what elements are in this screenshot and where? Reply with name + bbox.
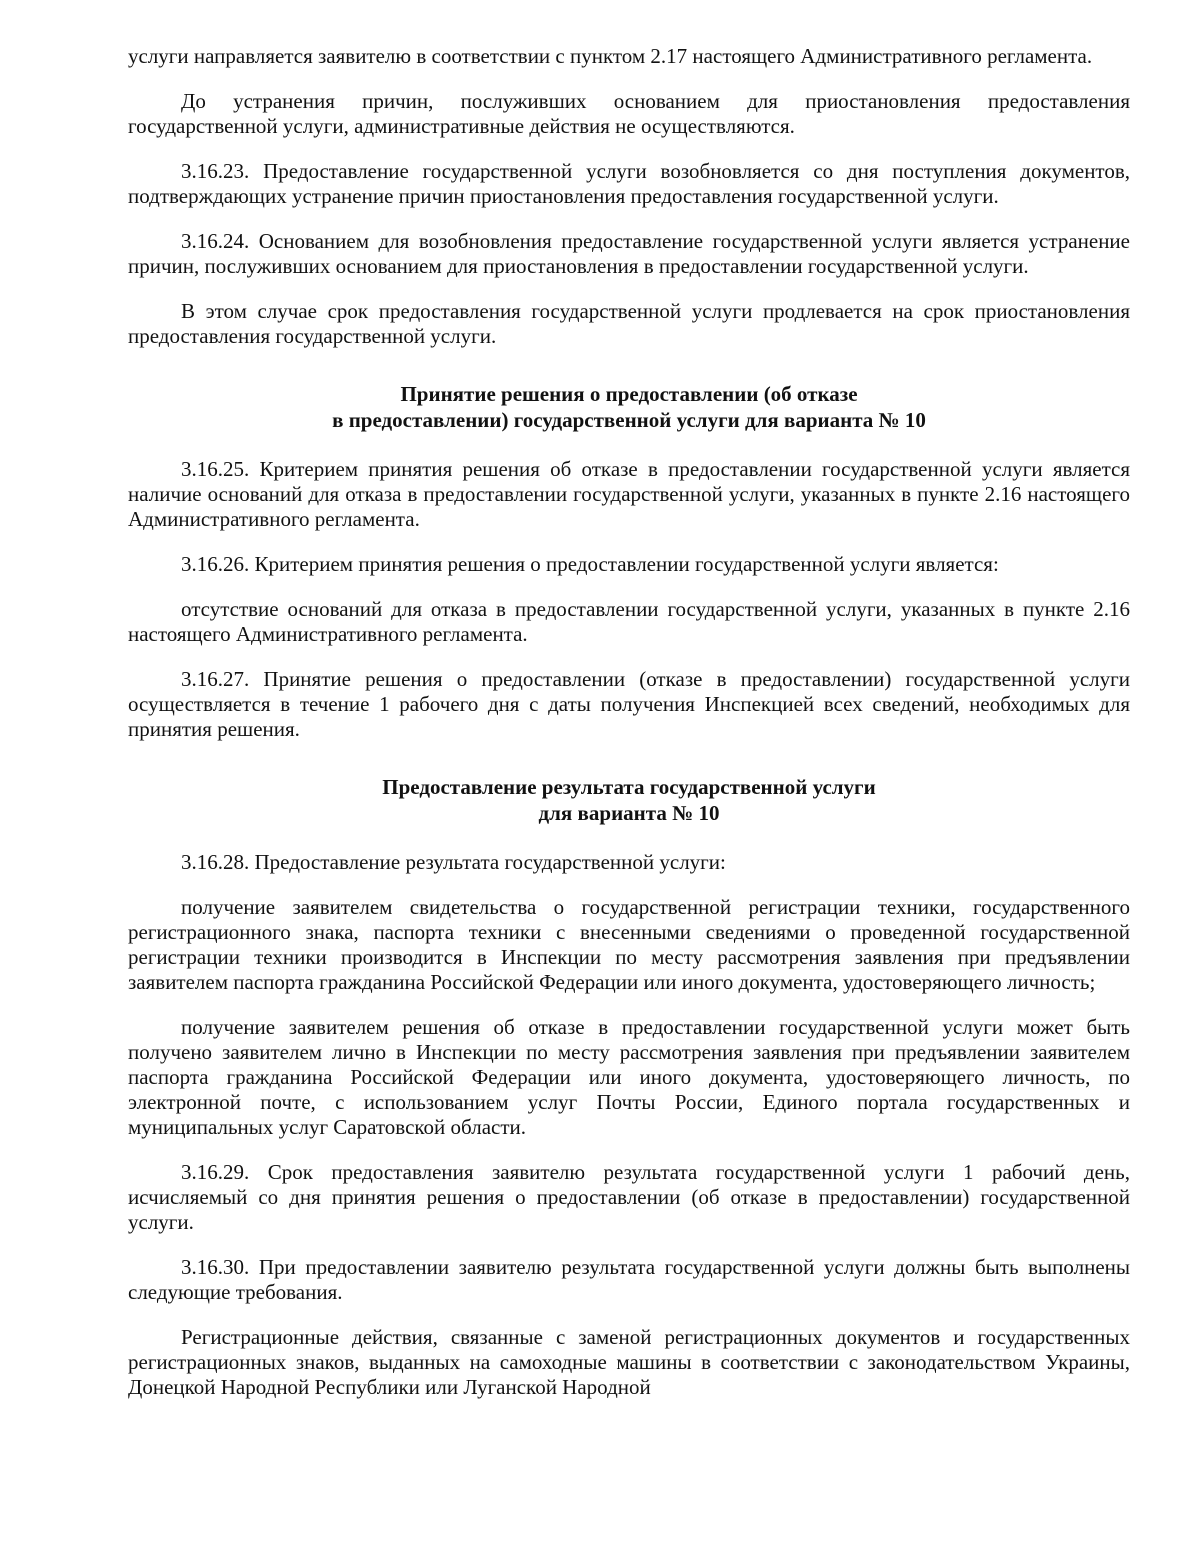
paragraph-3-16-26: 3.16.26. Критерием принятия решения о предоставлении государственной услуги является: [181, 552, 999, 576]
paragraph-3-16-27: 3.16.27. Принятие решения о предоставлении (отказе в предоставлении) государственной услуги осуществляется в течение 1 рабочего дня с даты получения Инспекцией всех сведений, необходимых для принятия решения. [128, 667, 1130, 741]
section-heading-result [128, 774, 1130, 826]
paragraph-3-16-29: 3.16.29. Срок предоставления заявителю результата государственной услуги 1 рабочий день, исчисляемый со дня принятия решения о предоставлении (об отказе в предоставлении) государственной услуги. [128, 1160, 1130, 1234]
paragraph-term-extension: В этом случае срок предоставления государственной услуги продлевается на срок приостановления предоставления государственной услуги. [128, 299, 1130, 348]
section-heading-result-line1: Предоставление результата государственной услуги [382, 775, 876, 799]
paragraph-3-16-24: 3.16.24. Основанием для возобновления предоставление государственной услуги является устранение причин, послуживших основанием для приостановления в предоставлении государственной услуги. [128, 229, 1130, 278]
paragraph-certificate-receipt: получение заявителем свидетельства о государственной регистрации техники, государственного регистрационного знака, паспорта техники с внесенными сведениями о проведенной государственной регистрации техники производится в Инспекции по месту рассмотрения заявления при предъявлении заявителем паспорта гражданина Российской Федерации или иного документа, удостоверяющего личность; [128, 895, 1130, 994]
paragraph-3-16-23: 3.16.23. Предоставление государственной услуги возобновляется со дня поступления документов, подтверждающих устранение причин приостановления предоставления государственной услуги. [128, 159, 1130, 208]
document-page [128, 44, 1130, 1400]
section-heading-result-line2: для варианта № 10 [538, 801, 720, 825]
paragraph-continuation: услуги направляется заявителю в соответствии с пунктом 2.17 настоящего Административного регламента. [128, 44, 1093, 68]
paragraph-registration-actions: Регистрационные действия, связанные с заменой регистрационных документов и государственных регистрационных знаков, выданных на самоходные машины в соответствии с законодательством Украины, Донецкой Народной Республики или Луганской Народной [128, 1325, 1130, 1399]
section-heading-decision [128, 381, 1130, 433]
paragraph-3-16-25: 3.16.25. Критерием принятия решения об отказе в предоставлении государственной услуги является наличие оснований для отказа в предоставлении государственной услуги, указанных в пункте 2.16 настоящего Административного регламента. [128, 457, 1130, 531]
paragraph-3-16-28: 3.16.28. Предоставление результата государственной услуги: [181, 850, 726, 874]
paragraph-suspension-note: До устранения причин, послуживших основанием для приостановления предоставления государственной услуги, административные действия не осуществляются. [128, 89, 1130, 138]
section-heading-decision-line1: Принятие решения о предоставлении (об отказе [400, 382, 858, 406]
paragraph-refusal-receipt: получение заявителем решения об отказе в предоставлении государственной услуги может быть получено заявителем лично в Инспекции по месту рассмотрения заявления при предъявлении заявителем паспорта гражданина Российской Федерации или иного документа, удостоверяющего личность, по электронной почте, с использованием услуг Почты России, Единого портала государственных и муниципальных услуг Саратовской области. [128, 1015, 1130, 1139]
section-heading-decision-line2: в предоставлении) государственной услуги для варианта № 10 [332, 408, 926, 432]
paragraph-3-16-30: 3.16.30. При предоставлении заявителю результата государственной услуги должны быть выполнены следующие требования. [128, 1255, 1130, 1304]
paragraph-no-grounds: отсутствие оснований для отказа в предоставлении государственной услуги, указанных в пункте 2.16 настоящего Административного регламента. [128, 597, 1130, 646]
